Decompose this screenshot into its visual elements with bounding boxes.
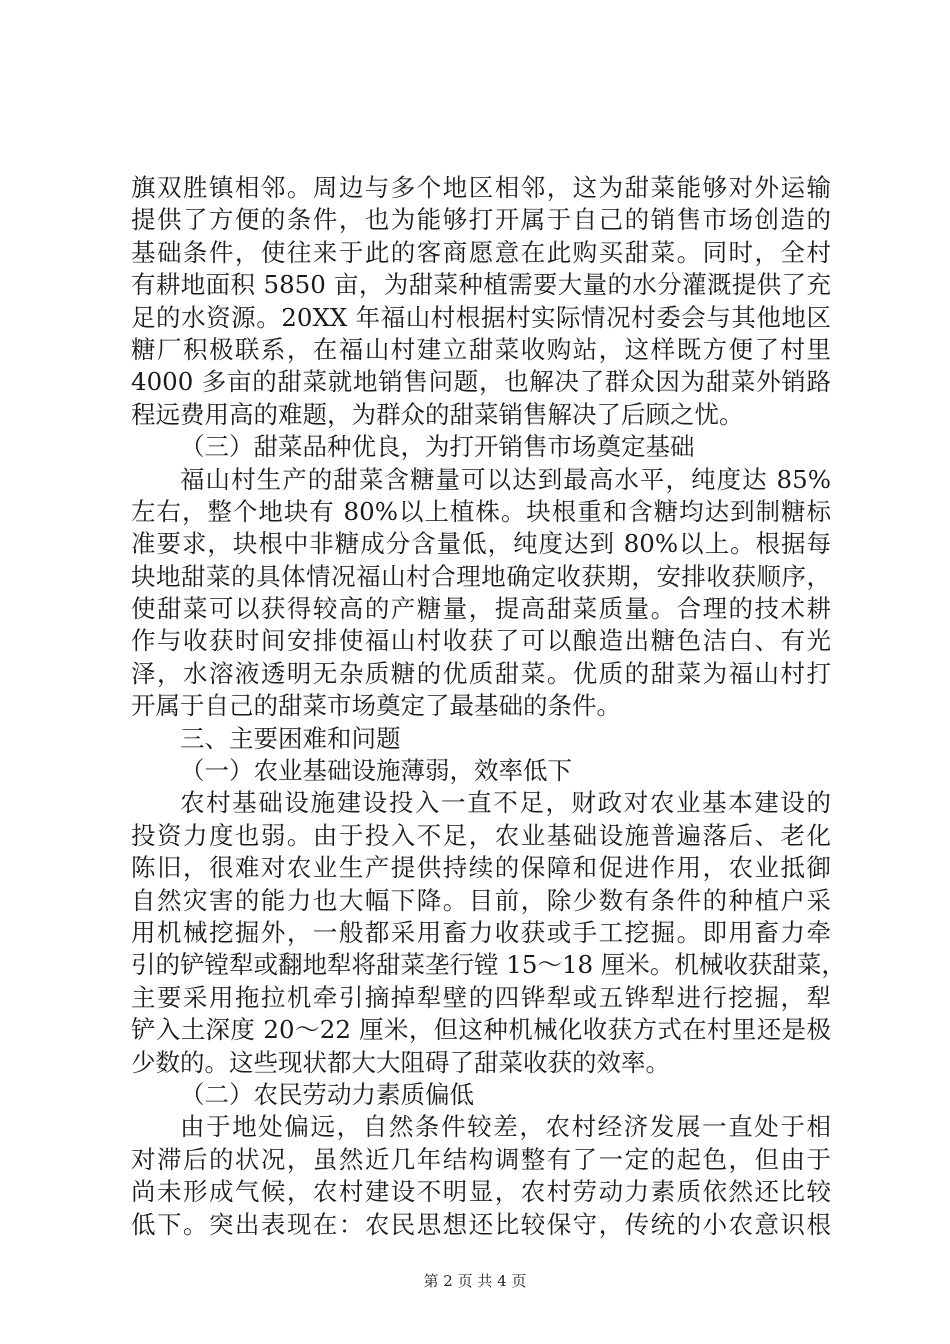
body-line: 投资力度也弱。由于投入不足，农业基础设施普遍落后、老化	[131, 820, 831, 850]
body-line: 尚未形成气候，农村建设不明显，农村劳动力素质依然还比较	[131, 1177, 831, 1207]
body-line: 足的水资源。20XX 年福山村根据村实际情况村委会与其他地区	[131, 302, 831, 332]
body-line: 使甜菜可以获得较高的产糖量，提高甜菜质量。合理的技术耕	[131, 594, 831, 624]
body-line: 对滞后的状况，虽然近几年结构调整有了一定的起色，但由于	[131, 1144, 831, 1174]
body-line: 引的铲镗犁或翻地犁将甜菜垄行镗 15～18 厘米。机械收获甜菜，	[131, 950, 846, 980]
body-line: 左右，整个地块有 80%以上植株。块根重和含糖均达到制糖标	[131, 496, 831, 526]
body-line: 少数的。这些现状都大大阻碍了甜菜收获的效率。	[131, 1047, 670, 1077]
page-footer: 第 2 页 共 4 页	[423, 1272, 527, 1290]
body-line: 铲入土深度 20～22 厘米，但这种机械化收获方式在村里还是极	[131, 1015, 831, 1045]
body-line: 作与收获时间安排使福山村收获了可以酿造出糖色洁白、有光	[131, 626, 831, 656]
body-line: 有耕地面积 5850 亩，为甜菜种植需要大量的水分灌溉提供了充	[131, 270, 831, 300]
body-line: 主要采用拖拉机牵引摘掉犁壁的四铧犁或五铧犁进行挖掘，犁	[131, 982, 831, 1012]
body-line: 农村基础设施建设投入一直不足，财政对农业基本建设的	[180, 788, 831, 818]
document-body	[131, 172, 846, 1241]
body-line: 提供了方便的条件，也为能够打开属于自己的销售市场创造的	[131, 205, 831, 235]
body-line: 基础条件，使往来于此的客商愿意在此购买甜菜。同时，全村	[131, 237, 831, 267]
body-line: 准要求，块根中非糖成分含量低，纯度达到 80%以上。根据每	[131, 529, 831, 559]
body-line: 糖厂积极联系，在福山村建立甜菜收购站，这样既方便了村里	[131, 334, 831, 364]
body-line: 块地甜菜的具体情况福山村合理地确定收获期，安排收获顺序，	[131, 561, 831, 591]
subheading-1: （一）农业基础设施薄弱，效率低下	[180, 756, 572, 786]
body-line: 福山村生产的甜菜含糖量可以达到最高水平，纯度达 85%	[180, 464, 831, 494]
body-line: 泽，水溶液透明无杂质糖的优质甜菜。优质的甜菜为福山村打	[131, 658, 831, 688]
body-line: 低下。突出表现在：农民思想还比较保守，传统的小农意识根	[131, 1209, 831, 1239]
body-line: 4000 多亩的甜菜就地销售问题，也解决了群众因为甜菜外销路	[131, 367, 831, 397]
body-line: 由于地处偏远，自然条件较差，农村经济发展一直处于相	[180, 1112, 831, 1142]
subheading-2: （二）农民劳动力素质偏低	[180, 1079, 474, 1109]
body-line: 程远费用高的难题，为群众的甜菜销售解决了后顾之忧。	[131, 399, 744, 429]
body-line: 自然灾害的能力也大幅下降。目前，除少数有条件的种植户采	[131, 885, 831, 915]
body-line: 旗双胜镇相邻。周边与多个地区相邻，这为甜菜能够对外运输	[131, 173, 831, 202]
subheading-3: （三）甜菜品种优良，为打开销售市场奠定基础	[180, 432, 695, 462]
body-line: 用机械挖掘外，一般都采用畜力收获或手工挖掘。即用畜力牵	[131, 917, 831, 947]
body-line: 开属于自己的甜菜市场奠定了最基础的条件。	[131, 691, 621, 721]
section-heading-3: 三、主要困难和问题	[180, 723, 401, 753]
body-line: 陈旧，很难对农业生产提供持续的保障和促进作用，农业抵御	[131, 853, 831, 883]
